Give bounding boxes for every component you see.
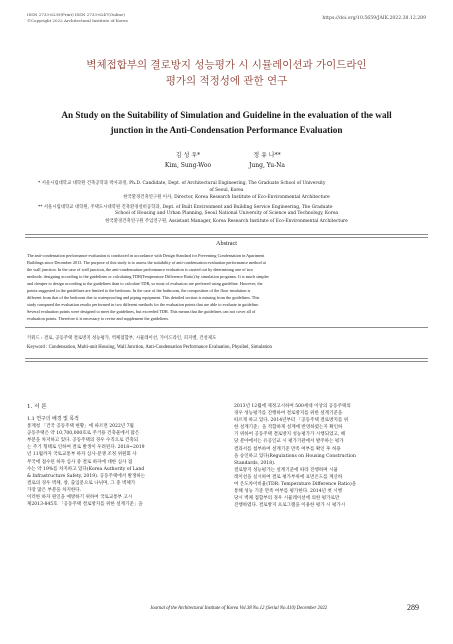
paragraph-line: 진행하였다. 결로방지 프로그램을 이용한 평가 시 평가시 xyxy=(234,503,346,509)
abstract-line: study compared the evaluation results performed in two different methods for the evaluation points that are able to evaluate in guideline. xyxy=(27,302,260,308)
paragraph-line: 통해 성능 기준 만족 여부를 평가한다. 2014년 첫 시행 xyxy=(234,489,343,495)
paragraph-line: 부분을 차지하고 있다. 공동주택의 경우 수직으로 건축되 xyxy=(27,438,139,444)
paragraph-line: 한 설계기준」을 적합하게 설계에 반영하였는지 확인하 xyxy=(234,425,343,431)
paragraph-line: 가장 많은 부분을 차지한다. xyxy=(27,487,82,493)
abstract-line: Several evaluation points were designed to meet the guidelines, but exceeded TDR. This means that the guidelines can not cover all of xyxy=(27,309,256,315)
paragraph-line: 을 승인하고 있다(Regulations on Housing Construction xyxy=(234,453,356,459)
title-en-line-2: junction in the Anti-Condensation Performance Evaluation xyxy=(110,125,343,135)
paragraph-line: 2013년 12월에 제정고시하여 500세대 이상의 공동주택의 xyxy=(234,404,351,409)
abstract-bottom-rule xyxy=(25,327,428,328)
abstract-line: evaluation points. Therefore it is necessary to revise and supplement the guidelines. xyxy=(27,316,170,322)
keywords-en: Keyword : Condensation, Multi-unit Housing, Wall Junction, Anti-Condensation Performance Evaluation, Physibel, Simulation xyxy=(27,344,272,350)
keywords-ko: 키워드 : 결로, 공동주택 결로방지 성능평가, 벽체접합부, 시뮬레이션, 가이드라인, 피지벨, 건설제도 xyxy=(27,336,217,341)
paragraph-line: 무국에 접수된 하자 심사 중 결로 하자에 대한 심사 접 xyxy=(27,459,133,465)
journal-footer: Journal of the Architectural Institute of Korea Vol.38 No.12 (Serial No.410) December 2022 xyxy=(150,606,328,611)
affiliation-1: * 서울시립대학교 대학원 건축공학과 박사과정, Ph.D. Candidate, Dept. of Architectural Engineering, The Graduate School of University xyxy=(38,181,326,186)
paragraph-line: 결로의 경우 벽체, 창, 출입문으로 나뉘며, 그 중 벽체가 xyxy=(27,480,136,486)
doi-link[interactable]: https://doi.org/10.5659/JAIK.2022.38.12.289 xyxy=(322,16,426,21)
paragraph-line: 년 11월까지 국토교통부 하자 심사·분쟁 조정 위원회 사 xyxy=(27,452,137,458)
paragraph-line: 수는 약 19%를 차지하고 있다(Korea Authority of Land xyxy=(27,466,145,472)
paragraph-line: 당 분야에서는 유공인교 시 평가기관에서 발주하는 평가 xyxy=(234,439,344,445)
abstract-line: Buildings since December 2013. The purpose of this study is to assess the suitability of anti-condensation evaluation performance method at xyxy=(27,260,266,266)
paragraph-line: 따르게 하고 있다. 2014년부터 「공동주택 결로방지를 위 xyxy=(234,418,349,424)
paragraph-line: 결로방지 성능평가는 설계기준에 따라 진행하며 시뮬 xyxy=(234,467,338,473)
affiliation-2-cont: School of Housing and Urban Planning, Seoul National University of Science and Technology, Korea xyxy=(114,211,339,216)
abstract-text xyxy=(27,252,428,322)
paragraph-line: 는 주거 형태로 인하여 결로 발생이 우려된다. 2018~2019 xyxy=(27,445,145,451)
author-2-ko: 정 유 나** xyxy=(253,152,281,159)
abstract-line: methods: designing according to the guidelines or calculating TDR(Temperature Difference Ratio) by simulation programs. It is much simpler xyxy=(27,274,269,280)
paragraph-line: 통계청 「건국 공동주택 현황」에 따르면 2022년 7월 xyxy=(27,424,134,430)
subsection-heading: 1.1 연구의 배경 및 목적 xyxy=(27,416,79,422)
paragraph-line: 이러한 하자 원인을 예방하기 위하여 국토교통부 고시 xyxy=(27,495,133,501)
title-ko-line-1: 벽체접합부의 결로방지 성능평가 시 시뮬레이션과 가이드라인 xyxy=(86,59,367,71)
abstract-top-rule xyxy=(25,234,428,235)
paragraph-line: 제2013-845호 「공동주택 결로방지를 위한 설계기준」을 xyxy=(27,502,143,508)
copyright-line: ©Copyright 2022 Architectural Institute of Korea xyxy=(27,17,128,23)
affiliation-2-institute: 한국환경건축연구원 주임연구원, Assistant Manager, Korea Research Institute of Eco-Environmental Architecture xyxy=(105,218,348,224)
affiliation-1-institute: 한국환경건축연구원 이사, Director, Korea Research Institute of Eco-Environmental Architecture xyxy=(123,195,330,200)
section-heading: 1. 서 론 xyxy=(27,404,47,410)
author-1-en: Kim, Sung-Woo xyxy=(164,162,212,169)
abstract-line: and cheaper to design according to the guidelines than to calculate TDR, so most of evaluators are preferred using guideline. However, the xyxy=(27,281,263,287)
author-2-en: Jung, Yu-Na xyxy=(249,162,285,169)
keywords-bottom-rule xyxy=(25,358,428,359)
abstract-line: points suggested in the guidelines are limited to the bedroom. In the case of the bathroom, the composition of the floor insulation is xyxy=(27,288,251,294)
abstract-heading: Abstract xyxy=(216,240,237,247)
paragraph-line: 경우 성능평가를 진행하여 결로방지를 위한 설계기준을 xyxy=(234,411,343,417)
body-column-left xyxy=(27,403,221,508)
affiliation-1-cont: of Seoul, Korea xyxy=(209,187,244,193)
paragraph-line: 여 온도차이비율(TDR: Temperature Difference Ratio)을 xyxy=(234,482,357,488)
page-number: 289 xyxy=(407,603,419,612)
paragraph-line: 공동주택은 약 10,700,000호로 주거용 건축물에서 많은 xyxy=(27,431,140,437)
paragraph-line: Standards, 2018). xyxy=(234,460,276,466)
abstract-line: different from that of the bedroom due to waterproofing and piping equipment. This detailed section is missing from the guidelines. This xyxy=(27,295,260,301)
paragraph-line: 기 위하여 공동주택 결로방지 성능평가가 시행되었고, 해 xyxy=(234,432,346,438)
paragraph-line: & Infrastructure Safety, 2019). 공동주택에서 발생하는 xyxy=(27,473,146,479)
abstract-line: The anti-condensation performance evaluation is conducted in accordance with Design Standard for Preventing Condensation in Apartment xyxy=(27,253,265,258)
keywords-bottom-rule-thin xyxy=(25,361,428,362)
abstract-line: the wall junction. In the case of wall junction, the anti-condensation performance evaluation is carried out by determining one of two xyxy=(27,267,254,273)
title-en-line-1: An Study on the Suitability of Simulation and Guideline in the evaluation of the wall xyxy=(61,110,392,120)
body-column-right xyxy=(234,403,428,509)
paragraph-line: 결과서를 첨부하여 설계기준 만족 여부를 확인 후 허용 xyxy=(234,446,341,452)
title-ko-line-2: 평가의 적정성에 관한 연구 xyxy=(165,75,288,87)
abstract-top-rule-thin xyxy=(25,237,428,238)
paragraph-line: 당시 벽체 접합부의 경우 시뮬레이션에 의한 평가로만 xyxy=(234,496,340,502)
issn-line: ISSN 2733-6239(Print) ISSN 2733-6247(Online) xyxy=(27,12,125,17)
affiliation-2: ** 서울시립대학교 대학원, 주택도시대학원 건축환경설비공학과, Dept. of Built Environment and Building Service Engineering, The Graduate xyxy=(38,204,333,210)
paragraph-line: 레이션을 실시하여 결로 평가부위에 표면온도를 계산하 xyxy=(234,474,343,480)
author-1-ko: 김 성 우* xyxy=(175,152,201,159)
